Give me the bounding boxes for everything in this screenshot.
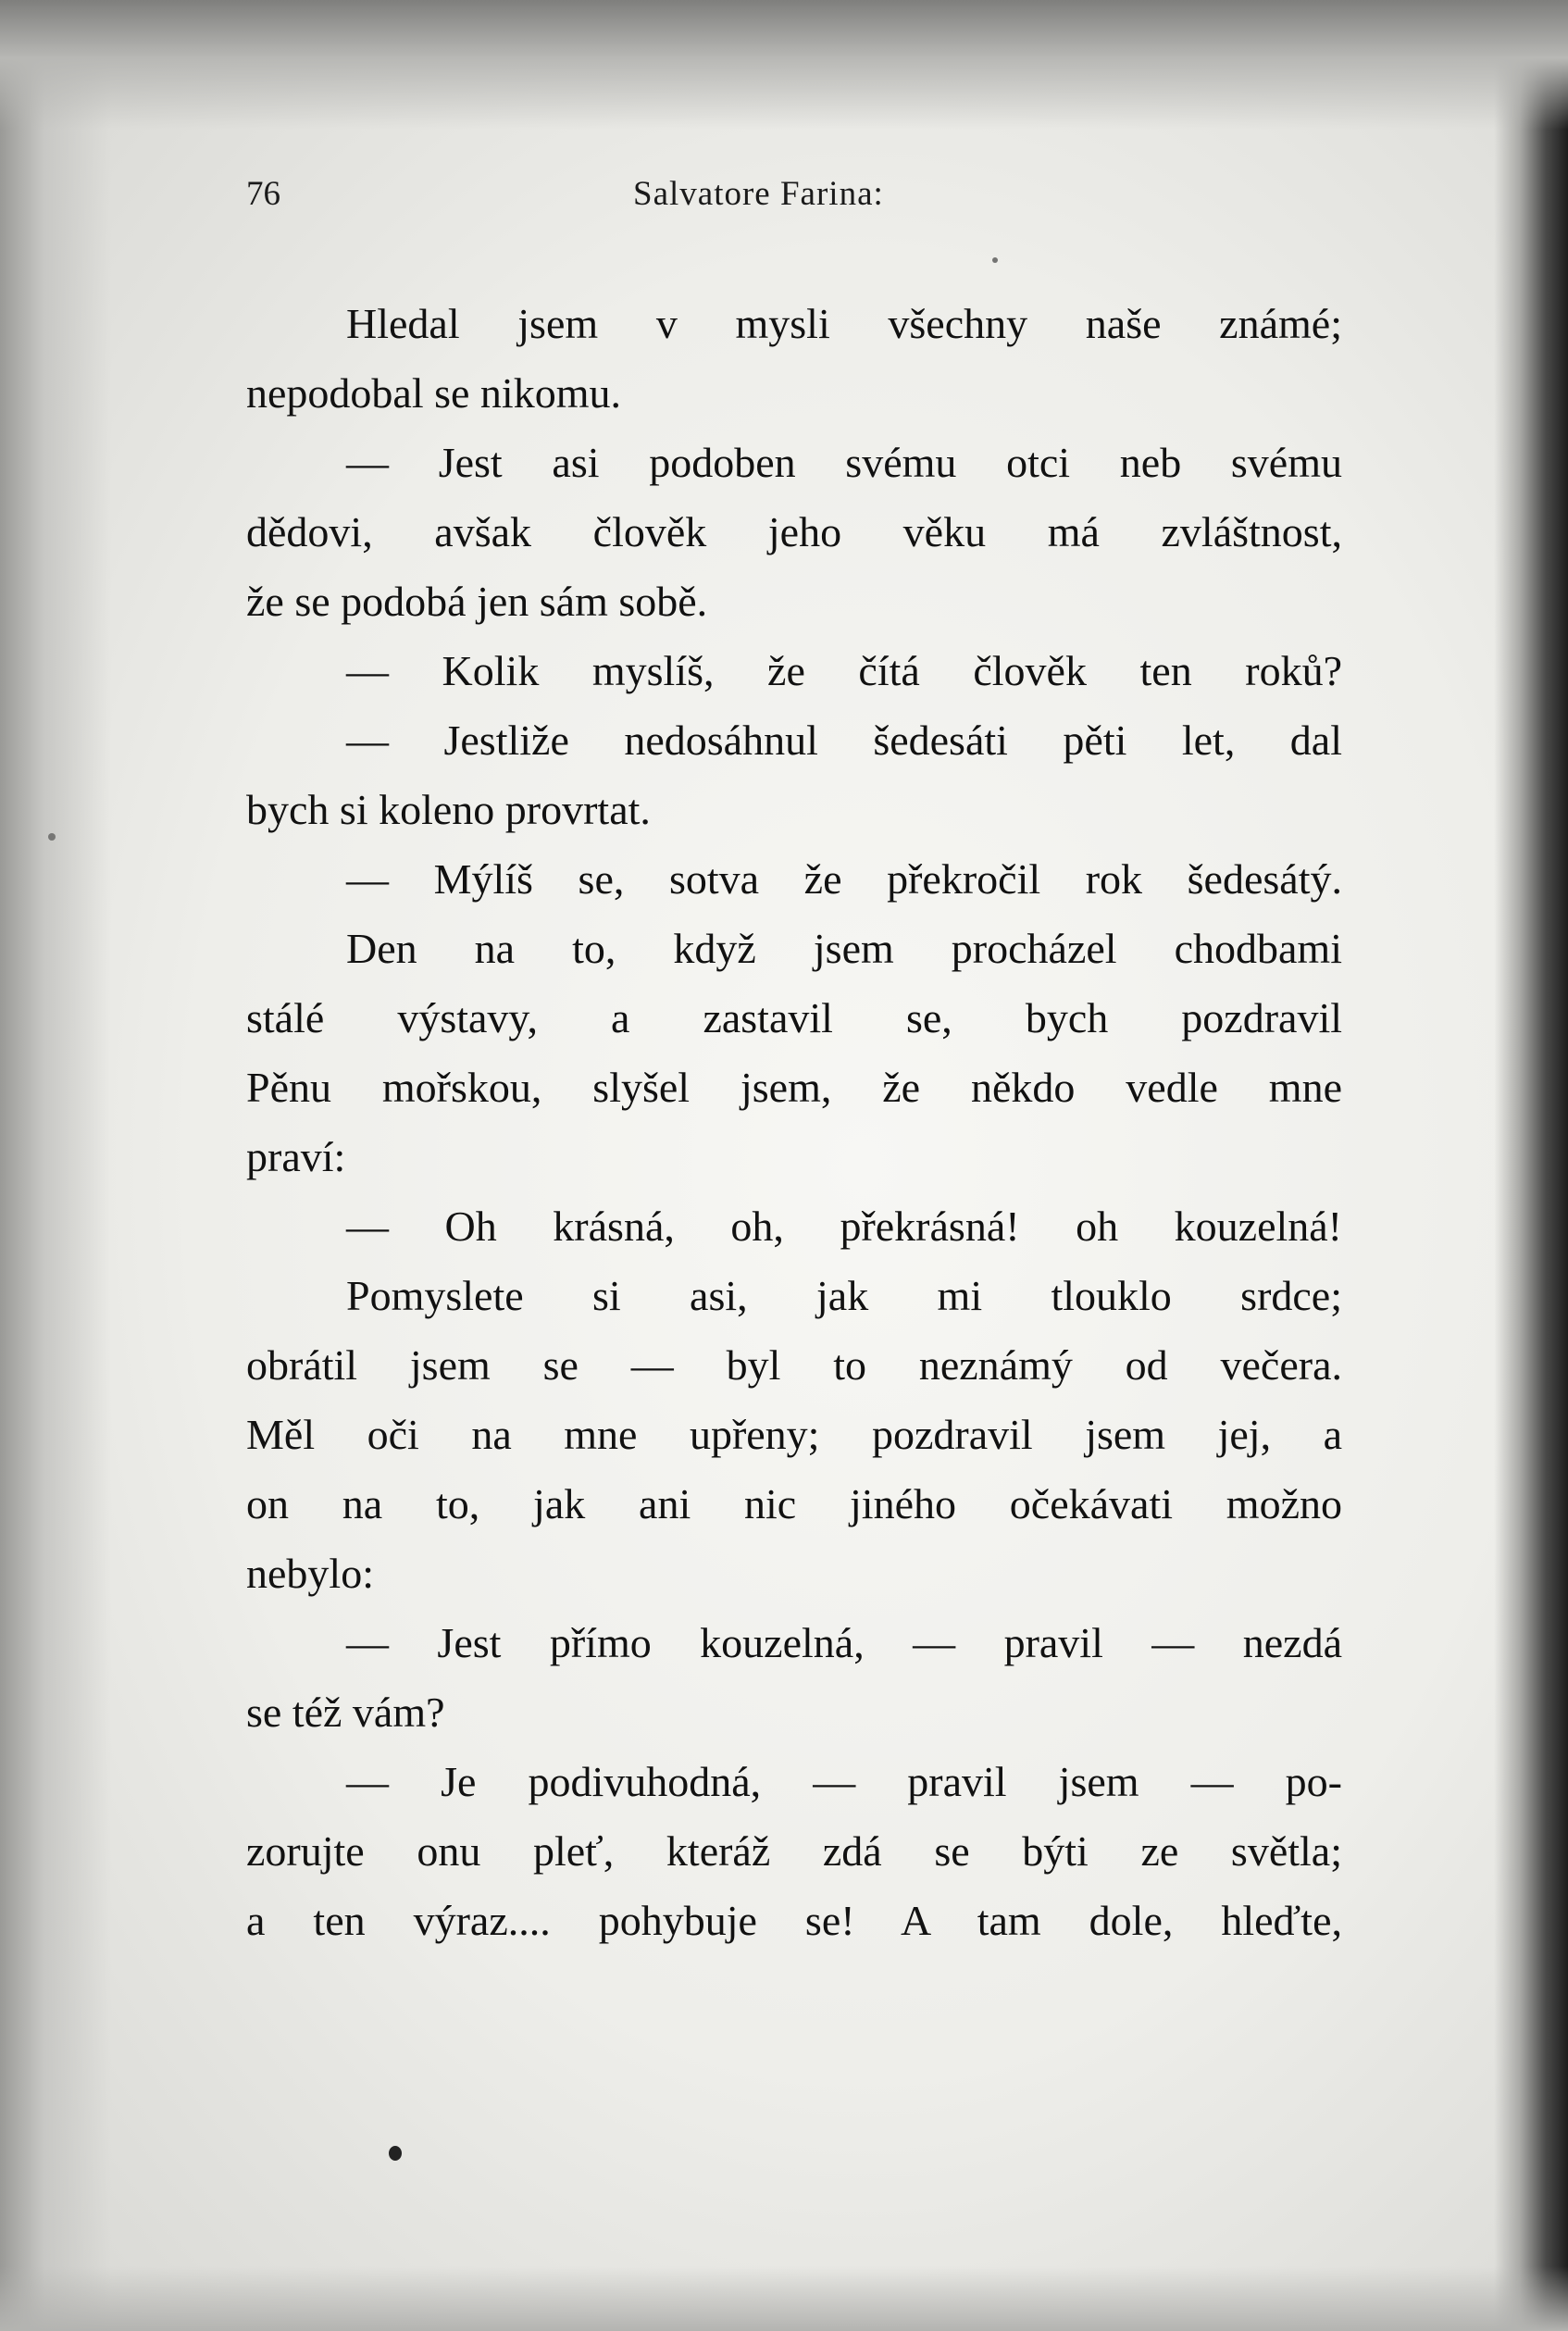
page-shadow-top (0, 0, 1568, 130)
text-line: Pomyslete si asi, jak mi tlouklo srdce; (346, 1272, 1342, 1319)
ink-speck (389, 2146, 402, 2161)
text-line: se též vám? (246, 1689, 445, 1736)
text-line: že se podobá jen sám sobě. (246, 578, 708, 625)
paragraph (246, 844, 1342, 914)
ink-speck (48, 833, 56, 841)
page-shadow-bottom (0, 2266, 1568, 2331)
text-line: Pěnu mořskou, slyšel jsem, že někdo vedle mne (246, 1064, 1342, 1111)
text-line: bych si koleno provrtat. (246, 786, 651, 833)
text-line: Hledal jsem v mysli všechny naše známé; (346, 300, 1342, 347)
paragraph (246, 1261, 1342, 1608)
text-line: — Mýlíš se, sotva že překročil rok šedesátý. (346, 855, 1342, 903)
page-shadow-left (0, 0, 111, 2331)
paragraph (246, 428, 1342, 636)
text-line: — Je podivuhodná, — pravil jsem — po- (346, 1758, 1342, 1805)
text-line: obrátil jsem se — byl to neznámý od večera. (246, 1341, 1342, 1389)
text-line: — Kolik myslíš, že čítá člověk ten roků? (346, 647, 1342, 694)
page-shadow-right (1494, 0, 1568, 2331)
text-line: dědovi, avšak člověk jeho věku má zvláštnost, (246, 508, 1342, 555)
page-text (246, 289, 1342, 1955)
text-line: zorujte onu pleť, kteráž zdá se býti ze světla; (246, 1827, 1342, 1875)
text-line: on na to, jak ani nic jiného očekávati možno (246, 1480, 1342, 1527)
text-line: stálé výstavy, a zastavil se, bych pozdravil (246, 994, 1342, 1041)
paragraph (246, 1608, 1342, 1747)
paragraph (246, 914, 1342, 1191)
text-line: nepodobal se nikomu. (246, 369, 621, 417)
text-line: — Jest asi podoben svému otci neb svému (346, 439, 1342, 486)
text-line: praví: (246, 1133, 346, 1180)
text-line: — Jest přímo kouzelná, — pravil — nezdá (346, 1619, 1342, 1666)
paragraph (246, 1747, 1342, 1955)
running-head: Salvatore Farina: (633, 175, 884, 213)
paragraph (246, 705, 1342, 844)
text-line: — Oh krásná, oh, překrásná! oh kouzelná! (346, 1203, 1342, 1250)
page-header (246, 174, 1338, 220)
paragraph (246, 289, 1342, 428)
page-number: 76 (246, 175, 280, 213)
text-line: a ten výraz.... pohybuje se! A tam dole, hleďte, (246, 1897, 1342, 1944)
ink-speck (992, 257, 998, 263)
text-line: Měl oči na mne upřeny; pozdravil jsem jej, a (246, 1411, 1342, 1458)
paragraph (246, 636, 1342, 705)
text-line: — Jestliže nedosáhnul šedesáti pěti let, dal (346, 717, 1342, 764)
paragraph (246, 1191, 1342, 1261)
text-line: nebylo: (246, 1550, 374, 1597)
text-line: Den na to, když jsem procházel chodbami (346, 925, 1342, 972)
